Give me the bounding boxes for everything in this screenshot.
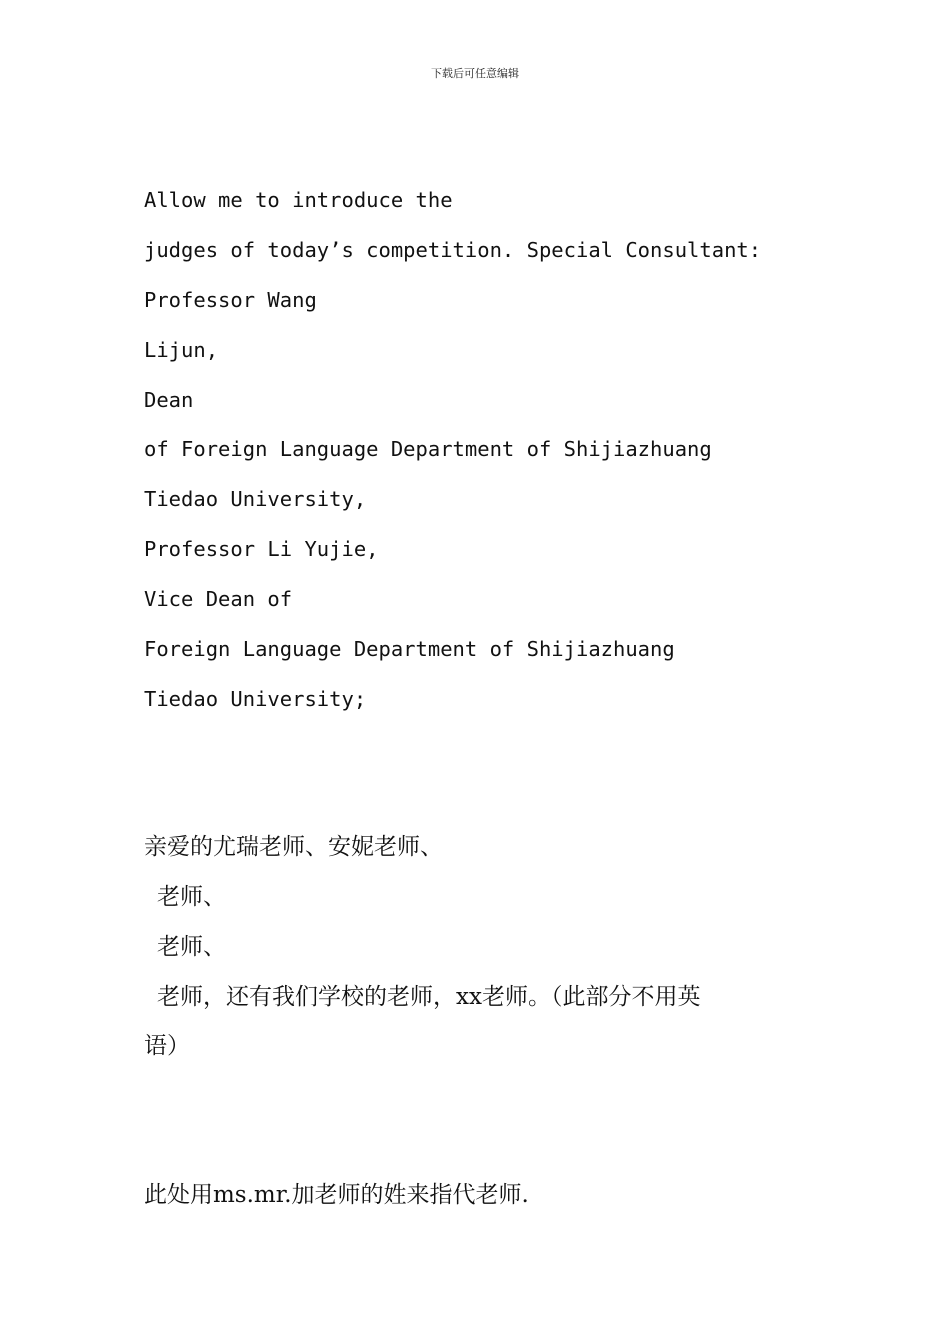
text-line: of Foreign Language Department of Shijiazhuang [144, 437, 712, 461]
text-line-chinese: 老师、 [157, 934, 226, 960]
text-line: Tiedao University, [144, 487, 367, 511]
text-line-chinese: 老师、 [157, 884, 226, 910]
text-line: Professor Wang [144, 288, 317, 312]
text-line: Foreign Language Department of Shijiazhuang [144, 637, 675, 661]
text-line: judges of today’s competition. Special Consultant: [144, 238, 762, 262]
note-line: 此处用ms.mr.加老师的姓来指代老师. [144, 1182, 529, 1208]
text-line: Allow me to introduce the [144, 188, 453, 212]
text-line: Tiedao University; [144, 687, 367, 711]
text-line-chinese: 老师，还有我们学校的老师，xx老师。（此部分不用英 [157, 984, 701, 1010]
page-header-note: 下载后可任意编辑 [431, 67, 519, 80]
text-line: Dean [144, 388, 194, 412]
text-line-chinese: 亲爱的尤瑞老师、安妮老师、 [144, 834, 443, 860]
text-line: Vice Dean of [144, 587, 293, 611]
text-line: Professor Li Yujie, [144, 537, 379, 561]
text-line: Lijun, [144, 338, 219, 362]
text-line-chinese: 语） [144, 1033, 190, 1059]
